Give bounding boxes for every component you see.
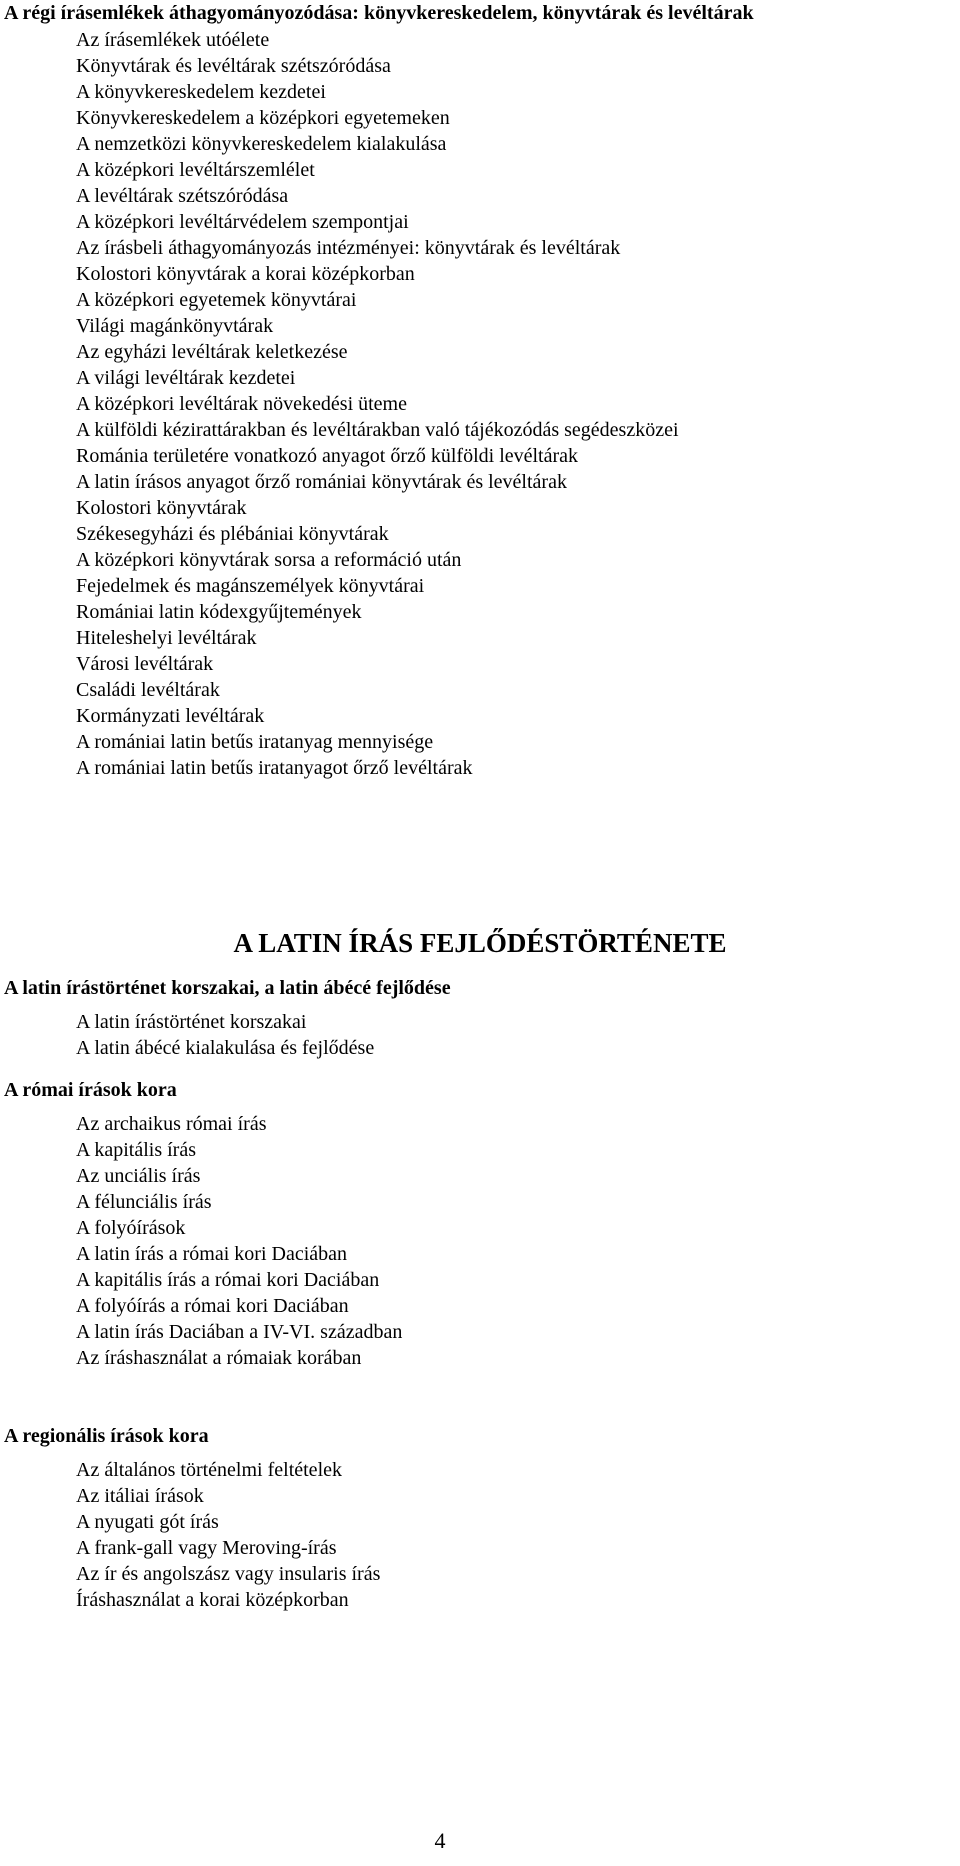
page-number: 4: [434, 1828, 446, 1853]
section-alphabet: [0, 975, 960, 1061]
toc-entry: A félunciális írás: [76, 1191, 212, 1213]
toc-entry: Az írásbeli áthagyományozás intézményei: könyvtárak és levéltárak: [76, 237, 621, 259]
toc-entry: Az archaikus római írás: [76, 1113, 267, 1135]
toc-entry: A középkori könyvtárak sorsa a reformáció után: [76, 549, 462, 571]
toc-entry: A középkori levéltárak növekedési üteme: [76, 393, 407, 415]
toc-entry: Székesegyházi és plébániai könyvtárak: [76, 523, 389, 545]
toc-entry: Az egyházi levéltárak keletkezése: [76, 341, 348, 363]
toc-entry: A romániai latin betűs iratanyagot őrző levéltárak: [76, 757, 473, 779]
toc-entry: A nyugati gót írás: [76, 1511, 219, 1533]
toc-entry: A külföldi kézirattárakban és levéltárakban való tájékozódás segédeszközei: [76, 419, 679, 441]
toc-entry: A kapitális írás: [76, 1139, 196, 1161]
toc-entry: Az ír és angolszász vagy insularis írás: [76, 1563, 381, 1585]
toc-entry: A levéltárak szétszóródása: [76, 185, 289, 207]
toc-entry: Hiteleshelyi levéltárak: [76, 627, 257, 649]
toc-entry: A világi levéltárak kezdetei: [76, 367, 296, 389]
section-heading: A latin írástörténet korszakai, a latin ábécé fejlődése: [4, 977, 451, 999]
toc-entry: A latin írás Daciában a IV-VI. században: [76, 1321, 403, 1343]
toc-entry: A nemzetközi könyvkereskedelem kialakulása: [76, 133, 447, 155]
toc-entry: A középkori levéltárszemlélet: [76, 159, 315, 181]
toc-entry: Az íráshasználat a rómaiak korában: [76, 1347, 362, 1369]
section-contents-list: [0, 1457, 960, 1613]
toc-entry: Az írásemlékek utóélete: [76, 29, 270, 51]
toc-entry: Családi levéltárak: [76, 679, 220, 701]
section-contents-list: [0, 1111, 960, 1371]
section-heading: A római írások kora: [4, 1079, 177, 1101]
toc-entry: A latin írásos anyagot őrző romániai könyvtárak és levéltárak: [76, 471, 567, 493]
chapter-contents-list: [0, 27, 679, 781]
section-roman-scripts: [0, 1077, 960, 1371]
toc-entry: Fejedelmek és magánszemélyek könyvtárai: [76, 575, 425, 597]
toc-entry: A középkori levéltárvédelem szempontjai: [76, 211, 409, 233]
toc-entry: A folyóírás a római kori Daciában: [76, 1295, 349, 1317]
toc-entry: Kormányzati levéltárak: [76, 705, 265, 727]
toc-entry: A kapitális írás a római kori Daciában: [76, 1269, 380, 1291]
section-regional-scripts: [0, 1423, 960, 1613]
part-title: A LATIN ÍRÁS FEJLŐDÉSTÖRTÉNETE: [233, 928, 727, 958]
toc-entry: A latin írás a római kori Daciában: [76, 1243, 348, 1265]
toc-entry: Kolostori könyvtárak a korai középkorban: [76, 263, 415, 285]
toc-entry: A frank-gall vagy Meroving-írás: [76, 1537, 337, 1559]
toc-entry: Könyvtárak és levéltárak szétszóródása: [76, 55, 391, 77]
toc-entry: A középkori egyetemek könyvtárai: [76, 289, 357, 311]
chapter-title: A régi írásemlékek áthagyományozódása: könyvkereskedelem, könyvtárak és levéltárak: [4, 2, 754, 24]
toc-entry: Az itáliai írások: [76, 1485, 204, 1507]
section-contents-list: [0, 1009, 960, 1061]
toc-entry: A folyóírások: [76, 1217, 186, 1239]
toc-entry: A könyvkereskedelem kezdetei: [76, 81, 326, 103]
toc-entry: Az unciális írás: [76, 1165, 201, 1187]
toc-entry: Íráshasználat a korai középkorban: [76, 1589, 349, 1611]
toc-entry: Könyvkereskedelem a középkori egyetemeken: [76, 107, 450, 129]
section-heading: A regionális írások kora: [4, 1425, 209, 1447]
toc-entry: A latin írástörténet korszakai: [76, 1011, 307, 1033]
toc-entry: Az általános történelmi feltételek: [76, 1459, 342, 1481]
toc-entry: Romániai latin kódexgyűjtemények: [76, 601, 362, 623]
toc-entry: Románia területére vonatkozó anyagot őrző külföldi levéltárak: [76, 445, 579, 467]
toc-entry: A romániai latin betűs iratanyag mennyisége: [76, 731, 434, 753]
toc-entry: Világi magánkönyvtárak: [76, 315, 274, 337]
toc-entry: Kolostori könyvtárak: [76, 497, 247, 519]
toc-entry: Városi levéltárak: [76, 653, 214, 675]
toc-entry: A latin ábécé kialakulása és fejlődése: [76, 1037, 375, 1059]
